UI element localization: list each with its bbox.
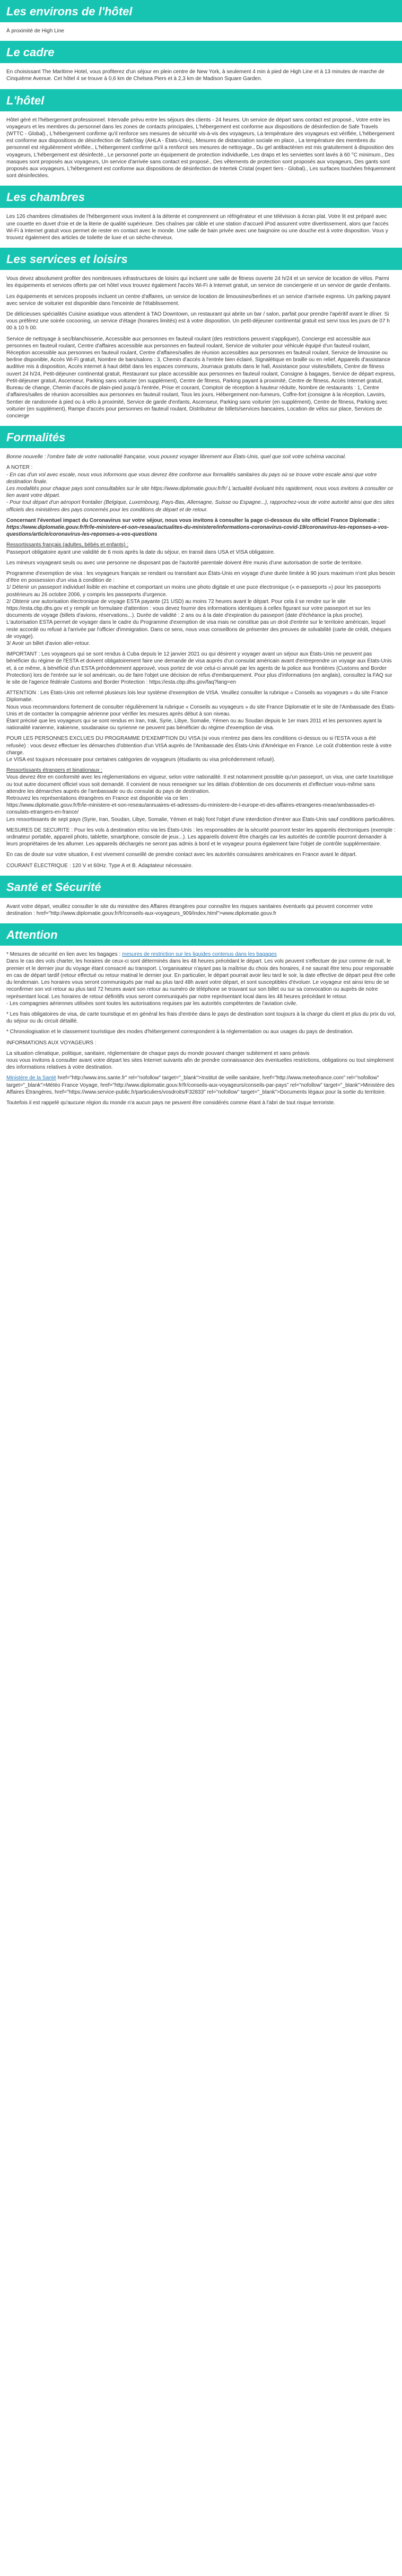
section-title-formalites: Formalités (0, 426, 402, 448)
attention-situation: La situation climatique, politique, sanitaire, réglementaire de chaque pays du monde pouvant changer subitement et sans préavis nous vous invitons à consulter avant votre départ les sites Internet suivants afin de prendre connaissance des éventuelles restrictions, obligations ou tout simplement des informations relatives à votre destination. (6, 1050, 394, 1071)
services-paragraph: Service de nettoyage à sec/blanchisserie, Accessible aux personnes en fauteuil roulant (des restrictions peuvent s'appliquer), Concierge est accessible aux personnes en fauteuil roulant, Centre d'affaires accessible aux personnes en fauteuil roulant, Service de voiturier pour véhicule équipé d'un fauteuil roulant, Réception accessible aux personnes en fauteuil roulant, Centre d'affaires/salles de réunion accessibles aux personnes en fauteuil roulant, Service de limousine ou berline disponible, Accès Wi-Fi gratuit, Nombre de bars/salons : 3, Chemin d'accès à l'entrée bien éclairé, Signalétique en braille ou en relief, Appareils d'assistance auditive mis à disposition, Accès internet à haut débit dans les espaces communs, Journaux gratuits dans le hall, Assistance pour visites/billets, Centre de fitness ouvert 24 h/24, Petit-déjeuner continental gratuit, Restaurant sur place accessible aux personnes en fauteuil roulant, Consigne à bagages, Service de départ express, Petit-déjeuner gratuit, Ascenseur, Parking sans voiturier (en supplément), Centre de fitness, Parking payant à proximité, Centre de fitness, Accès Internet gratuit, Bureau de change, Chemin d'accès de plain-pied jusqu'à l'entrée, Prise et courant, Comptoir de réception à hauteur réduite, Nombre de restaurants : 1, Centre d'affaires/salles de réunion accessibles aux personnes en fauteuil roulant, Tous les jours, Hébergement non-fumeurs, Coffre-fort (consigne à la réception, Lavoirs, Sentier de randonnée à pied ou à vélo à proximité, Service de garde d'enfants, Ascenseur, Parking sans voiturier (en supplément), Centre de fitness, Parking avec voiturier (en supplément), Rampe d'accès pour personnes en fauteuil roulant, Distributeur de billets/services bancaires, Location de vélos sur place, Services de concierge (6, 336, 396, 419)
formalites-securite: MESURES DE SECURITE : Pour les vols à destination et/ou via les États-Unis : les responsables de la sécurité pourront tester les appareils électroniques (exemple : ordinateur portable, appareil photo, tablette, smartphone, console de jeux...). Les appareils doivent être chargés car les autorités de contrôle pourront demander à leurs propriétaires de les allumer. Les appareils déchargés ne seront pas admis à bord et le voyageur pourra également faire l'objet de contrôle supplémentaire. (6, 827, 396, 848)
section-title-hotel: L'hôtel (0, 89, 402, 111)
section-services (0, 270, 402, 426)
hotel-text: Hôtel géré et l'hébergement professionnel. Intervalle prévu entre les séjours des clients - 24 heures. Un service de départ sans contact est proposé., Votre entre les voyageurs et les membres du personnel dans les zones de contacts principales, L'hébergement est conforme aux dispositions de désinfection de Safe Travels (WTTC - Global)., L'hébergement confirme qu'il renforce ses mesures de sécurité vis-à-vis des voyageurs, La température des voyageurs est vérifiée, L'hébergement est conforme aux dispositions de désinfection de SafeStay (AHLA - États-Unis)., Mesures de distanciation sociale en place., La température des membres du personnel est régulièrement vérifiée., L'hébergement confirme qu'il a renforcé ses mesures de nettoyage., Du gel antibactérien est mis gratuitement à disposition des voyageurs, L'hébergement est désinfecté., Le personnel porte un équipement de protection individuelle, Les draps et les serviettes sont lavés à 60 °C minimum., Des masques sont proposés aux voyageurs, Un service d'arrivée sans contact est proposé., Des vêtements de protection sont proposés aux voyageurs, Des gants sont proposés aux voyageurs, L'hébergement est conforme aux dispositions de désinfection de Intertek Cristal (expert tiers - Global)., Les surfaces touchées fréquemment sont désinfectées. (6, 117, 396, 179)
formalites-etrangers (6, 767, 396, 823)
hotel-info-page (0, 0, 402, 1113)
attention-bagages (6, 951, 396, 1007)
attention-bagages-intro: * Mesures de sécurité en lien avec les bagages : (6, 951, 122, 958)
cadre-text: En choisissant The Maritime Hotel, vous profiterez d'un séjour en plein centre de New York, à seulement 4 min à pied de High Line et à 13 minutes de marche de Cinquième Avenue. Cet hôtel 4 se trouve à 0,6 km de Chelsea Piers et à 2,3 km de Madison Square Garden. (6, 69, 384, 82)
section-cadre (0, 63, 402, 89)
formalites-etrangers-text: Vous devrez être en conformité avec les réglementations en vigueur, selon votre nationalité. Il est notamment possible qu'un passeport, un visa, une carte touristique ou tout autre document officiel vous soit demandé. Il convient de nous renseigner sur les délais d'obtention de ces documents et d'effectuer vous-même sans attendre les démarches auprès de l'ambassade ou du consulat du pays de destination. Retrouvez les représentations étrangères en France est disponible via ce lien : https://www.diplomatie.gouv.fr/fr/le-ministere-et-son-reseau/annuaires-et-adresses-du-ministere-de-l-europe-et-des-affaires-etrangeres-meae/ambassades-et-consulats-etrangers-en-france/ Les ressortissants de sept pays (Syrie, Iran, Soudan, Libye, Somalie, Yémen et Irak) font l'objet d'une interdiction d'entrer aux États-Unis sauf conditions particulières. (6, 774, 396, 823)
formalites-exemption: Programme d'exemption de visa : les voyageurs français se rendant ou transitant aux États-Unis en voyage d'une durée limitée à 90 jours maximum n'ont plus besoin d'être en possession d'un visa à condition de : 1/ Détenir un passeport individuel lisible en machine et comportant un moins une photo digitale et une puce électronique (« e-passeports ») pour les passeports postérieurs au 26 octobre 2006, y compris les passeports d'urgence. 2/ Obtenir une autorisation électronique de voyage ESTA payante (21 USD) au moins 72 heures avant le départ. Pour cela il se rendre sur le site https://esta.cbp.dhs.gov et y remplir un formulaire d'attention : vous devez fournir des informations identiques à celles figurant sur votre passeport et sur les documents de voyage (billets d'avions, réservations...). Durée de validité : 2 ans ou à la date d'expiration du passeport (date d'échéance la plus proche). L'autorisation ESTA permet de voyager dans le cadre du Programme d'exemption de visa mais ne constitue pas un droit d'entrée sur le territoire américain, lequel reste accordé ou refusé à l'arrivée par l'officier d'immigration. Dans ce sens, nous vous conseillons de présenter des preuves de solvabilité (carte de crédit, chèques de voyage). 3/ Avoir un billet d'avion aller-retour. (6, 570, 395, 647)
attention-charter: Dans le cas des vols charter, les horaires de ceux-ci sont déterminés dans les 48 heures précédant le départ. Les vols peuvent s'effectuer de jour comme de nuit, le premier et le dernier jour du voyage étant consacré au transport. L'organisateur n'ayant pas la maîtrise du choix des horaires, il ne saurait être tenu pour responsable en cas de départ tardif (retour effectué ou retour matinal le dernier jour. En particulier, le départ pourrait avoir lieu tard le soir, la date effective de départ peut être celle du lendemain. Les horaires vous seront communiqués par mail au plus tard 48h avant votre départ, et sont susceptibles d'évoluer. Le voyageur est ainsi tenu de se reconfirmer son vol retour au plus tard 72 heures avant son retour au numéro de téléphone se trouvant sur son billet ou sur sa convocation ou auprès de notre représentant local. Les horaires de retour définitifs vous seront communiqués par notre représentant local dans les 48 heures précédant le retour. (6, 958, 396, 1000)
section-title-sante: Santé et Sécurité (0, 876, 402, 898)
formalites-exclus: POUR LES PERSONNES EXCLUES DU PROGRAMME D'EXEMPTION DU VISA (si vous n'entrez pas dans les conditions ci-dessus ou si l'ESTA vous a été refusée) : vous devez effectuer les démarches d'obtention d'un VISA auprès de l'Ambassade des États-Unis d'Amérique en France. Le coût d'obtention reste à votre charge. Le VISA est toujours nécessaire pour certaines catégories de voyageurs (étudiants ou visa précédemment refusé). (6, 736, 392, 763)
formalites-francais (6, 542, 396, 555)
formalites-note-escale: - En cas d'un vol avec escale, nous vous informons que vous devrez être conforme aux formalités sanitaires du pays où se trouve votre escale ainsi que votre destination finale. (6, 471, 377, 485)
section-title-attention: Attention (0, 923, 402, 946)
attention-frais: * Les frais obligatoires de visa, de carte touristique et en général les frais d'entrée dans le pays de destination sont toujours à la charge du client et plus du prix du vol, du séjour ou du circuit détaillé. (6, 1011, 396, 1025)
section-title-environs: Les environs de l'hôtel (0, 0, 402, 22)
formalites-mineurs: Les mineurs voyageant seuls ou avec une personne ne disposant pas de l'autorité parentale doivent être munis d'une autorisation de sortie de territoire. (6, 560, 363, 566)
formalites-note-modalites: Les modalités pour chaque pays sont consultables sur le site https://www.diplomatie.gouv.fr/fr/ L'actualité évoluant très rapidement, nous vous invitons à consulter ce lien avant votre départ. (6, 485, 394, 499)
section-title-services: Les services et loisirs (0, 248, 402, 270)
section-hotel (0, 111, 402, 186)
attention-terrorisme: Toutefois il est rappelé qu'aucune région du monde n'a aucun pays ne peuvent être considérés comme étant à l'abri de tout risque terroriste. (6, 1099, 335, 1106)
formalites-francais-title: Ressortissants français (adultes, bébés et enfants) : (6, 542, 129, 548)
formalites-good-news: Bonne nouvelle : l'ombre faite de votre nationalité française, vous pouvez voyager librement aux États-Unis, quel que soit votre schéma vaccinal. (6, 454, 346, 460)
attention-compagnies: - Les compagnies aériennes utilisées sont toutes les autorisations requises par les autorités compétentes de l'aviation civile. (6, 1000, 298, 1007)
section-sante (0, 898, 402, 923)
section-chambres (0, 208, 402, 248)
formalites-important: IMPORTANT : Les voyageurs qui se sont rendus à Cuba depuis le 12 janvier 2021 ou qui désirent y voyager avant un séjour aux États-Unis ne peuvent pas bénéficier du régime de l'ESTA et doivent obligatoirement faire une demande de visa auprès d'un consulat américain avant d'entreprendre un voyage aux États-Unis et, à ce même, à bénéficié d'un ESTA précédemment approuvé, vous portez de voir celui-ci annulé par les agents de la police aux frontières (Customs and Border Protection) lors de l'entrée sur le sol américain, ou de faire l'objet une décision de refus d'embarquement. Pour plus d'informations (en anglais), consultez la FAQ sur le site de l'agence fédérale Customs and Border Protection : https://esta.cbp.dhs.gov/faq?lang=en (6, 651, 392, 685)
section-title-cadre: Le cadre (0, 41, 402, 63)
formalites-covid-intro: Concernant l'éventuel impact du Coronavirus sur votre séjour, nous vous invitons à consulter la page ci-dessous du site officiel France Diplomatie : (6, 517, 380, 523)
attention-liens-rest: href="http://www.ims.sante.fr" rel="nofollow" target="_blank">Institut de veille sanitaire, href="http://www.meteofrance.com" rel="nofollow" target="_blank">Météo France Voyage, href="http://www.diplomatie.gouv.fr/fr/conseils-aux-voyageurs/conseils-par-pays" rel="nofollow" target="_blank">Ministère des Affaires Étrangères, href="https://www.service-public.fr/particuliers/vosdroits/F32833" rel="nofollow" target="_blank">Documents légaux pour la sortie du territoire. (6, 1075, 395, 1095)
section-title-chambres: Les chambres (0, 186, 402, 208)
formalites-covid-link[interactable]: https://www.diplomatie.gouv.fr/fr/le-ministere-et-son-reseau/actualites-du-ministere/informations-coronavirus-covid-19/coronavirus-les-reponses-a-vos-questions/article/coronavirus-les-reponses-a-vos-questions (6, 524, 389, 538)
formalites-etrangers-title: Ressortissants étrangers et binationaux : (6, 767, 103, 774)
formalites-doute: En cas de doute sur votre situation, il est vivement conseillé de prendre contact avec les autorités consulaires américaines en France avant le départ. (6, 852, 357, 858)
attention-liens (6, 1075, 396, 1096)
chambres-text: Les 126 chambres climatisées de l'hébergement vous invitent à la détente et comprennent un réfrigérateur et une télévision à écran plat. Votre lit est préparé avec une couette en duvet d'oie et de la literie de qualité supérieure. Des chaînes par câble et une station d'accueil iPod assurent votre divertissement, alors que l'accès Wi-Fi à Internet gratuit vous permet de rester en contact avec le monde. Une salle de bain privée avec une baignoire ou une douche est à votre disposition. Vous y trouvez également des articles de toilette de luxe et un sèche-cheveux. (6, 214, 389, 241)
formalites-note-frontalier: - Pour tout départ d'un aéroport frontalier (Belgique, Luxembourg, Pays-Bas, Allemagne, Suisse ou Espagne...), rapprochez-vous de votre autorité ainsi que des sites officiels des ministères des pays concernés pour les conditions de départ et de retour. (6, 500, 395, 513)
ministere-sante-link[interactable]: Ministère de la Santé (6, 1075, 56, 1081)
formalites-attention: ATTENTION : Les États-Unis ont refermé plusieurs lois leur système d'exemption de VISA. Veuillez consulter la rubrique « Conseils au voyageurs » du site France Diplomatie. Nous vous recommandons fortement de consulter régulièrement la rubrique « Conseils au voyageurs » du site France Diplomatie et le site de l'Ambassade des États-Unis et de contacter la compagnie aérienne pour vérifier les mesures après début à son niveau. Étant précisé que les voyageurs qui se sont rendus en Iran, Irak, Syrie, Libye, Somalie, Yémen ou au Soudan depuis le 1er mars 2011 et les personnes ayant la nationalité iranienne, irakienne, soudanaise ou syrienne ne peuvent pas bénéficier du régime d'exemption de visa. (6, 690, 396, 731)
attention-classement: * Chronologisation et le classement touristique des modes d'hébergement correspondent à la réglementation ou aux usages du pays de destination. (6, 1029, 354, 1035)
formalites-note (6, 464, 396, 513)
section-formalites (0, 448, 402, 876)
formalites-note-title: A NOTER : (6, 465, 33, 471)
formalites-courant: COURANT ÉLECTRIQUE : 120 V et 60Hz. Type A et B. Adaptateur nécessaire. (6, 862, 193, 869)
services-paragraph: De délicieuses spécialités Cuisine asiatique vous attendent à TAO Downtown, un restaurant qui abrite un bar / salon, parfait pour prendre l'apéritif avant le dîner. Si vous préférez une soirée cocooning, un service d'étage (horaires limités) est à votre disposition. Un petit-déjeuner continental gratuit est servi tous les jours de 07 h 00 à 10 h 00. (6, 311, 390, 331)
formalites-covid (6, 517, 396, 538)
attention-infos-title: INFORMATIONS AUX VOYAGEURS : (6, 1040, 97, 1046)
section-environs (0, 22, 402, 41)
environs-intro: À proximité de High Line (6, 28, 64, 34)
services-paragraph: Les équipements et services proposés incluent un centre d'affaires, un service de location de limousines/berlines et un service d'arrivée express. Un parking payant avec service de voiturier est disponible dans l'enceinte de l'établissement. (6, 293, 391, 307)
services-paragraph: Vous devez absolument profiter des nombreuses infrastructures de loisirs qui incluent une salle de fitness ouverte 24 h/24 et un service de location de vélos. Parmi les équipements et services offerts par cet hôtel vous trouvez également l'accès Wi-Fi à Internet gratuit, un service de conciergerie et un service de garde d'enfants. (6, 276, 391, 289)
formalites-francais-text: Passeport obligatoire ayant une validité de 6 mois après la date du séjour, en transit dans USA et VISA obligatoire. (6, 549, 275, 555)
liquides-restriction-link[interactable]: mesures de restriction sur les liquides contenus dans les bagages (121, 951, 277, 958)
sante-text: Avant votre départ, veuillez consulter le site du ministère des Affaires étrangères pour connaître les risques sanitaires éventuels qui peuvent concerner votre destination : href="http://www.diplomatie.gouv.fr/fr/conseils-aux-voyageurs_909/index.html">www.diplomatie.gouv.fr (6, 903, 373, 917)
section-attention (0, 946, 402, 1113)
